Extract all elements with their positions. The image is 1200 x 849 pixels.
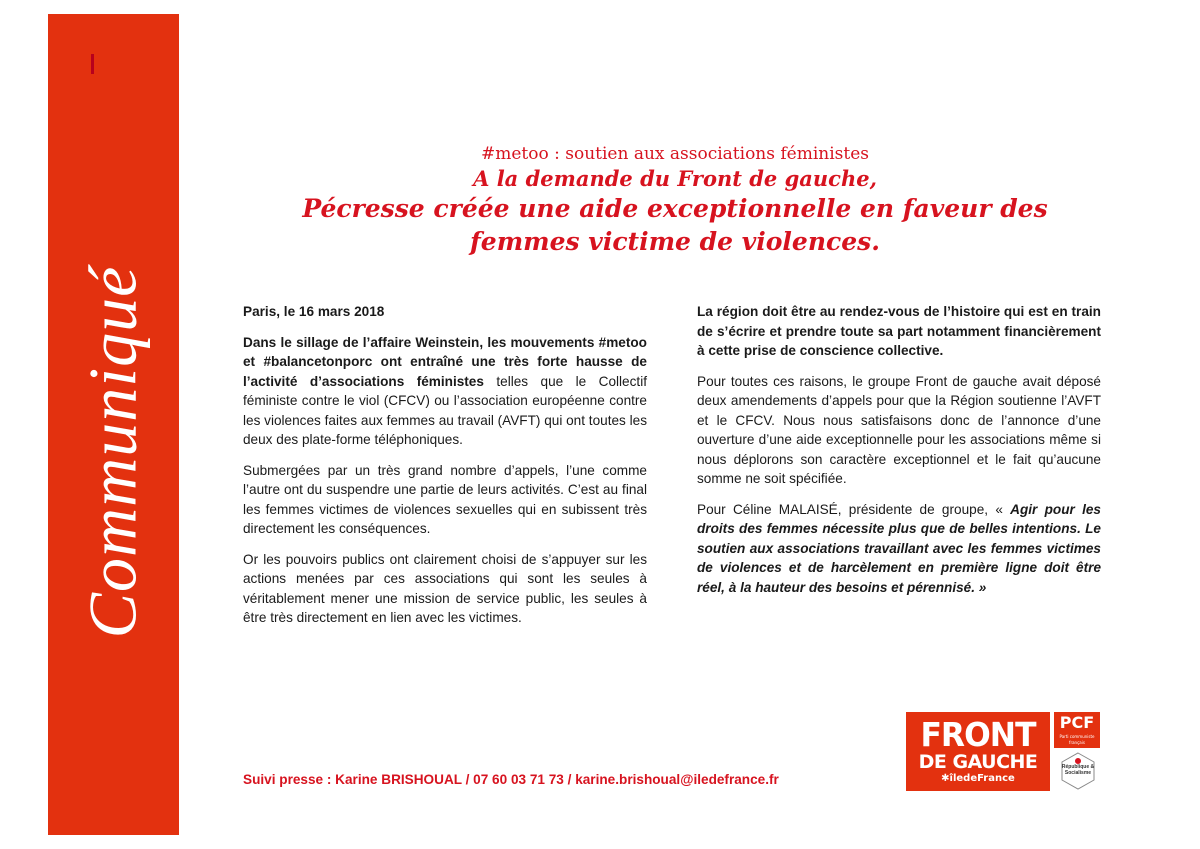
pcf-logo-subtext: Parti communiste français — [1059, 734, 1095, 745]
pcf-logo — [1054, 712, 1100, 748]
republique-socialisme-logo — [1059, 752, 1097, 790]
right-paragraph-1: La région doit être au rendez-vous de l’histoire qui est en train de s’écrire et prendre toute sa part notamment financièrement à cette prise de conscience collective. — [697, 304, 1101, 358]
left-column — [243, 302, 647, 639]
logo-de-gauche-text: DE GAUCHE — [918, 751, 1038, 773]
side-band-tick-mark — [91, 54, 94, 74]
left-paragraph-2: Submergées par un très grand nombre d’appels, l’une comme l’autre ont du suspendre une partie de leurs activités. C’est au final les femmes victimes de violences sexuelles qui en subissent très directement les conséquences. — [243, 462, 647, 536]
left-paragraph-1 — [243, 333, 647, 450]
headline-title-line-1: Pécresse créée une aide exceptionnelle en faveur des — [302, 194, 1048, 223]
rs-logo-text: République & Socialisme — [1061, 764, 1095, 776]
headline-kicker: #metoo : soutien aux associations féministes — [480, 144, 870, 164]
left-paragraph-3: Or les pouvoirs publics ont clairement choisi de s’appuyer sur les actions menées par ces associations qui sont les seules à véritablement mener une mission de service public, les seules à être très directement en lien avec les victimes. — [243, 551, 647, 625]
quote-text: Agir pour les droits des femmes nécessite plus que de belles intentions. Le soutien aux associations travaillant avec les femmes victimes de violences et de harcèlement en première ligne doit être réel, à la hauteur des besoins et pérennisé. » — [697, 501, 1101, 595]
logo-front-text: FRONT — [920, 715, 1036, 754]
communique-side-band — [48, 14, 179, 835]
logo-iledefrance-text: ✱îledeFrance — [941, 773, 1015, 784]
press-contact: Suivi presse : Karine BRISHOUAL / 07 60 03 71 73 / karine.brishoual@iledefrance.fr — [243, 772, 779, 787]
headline-subtitle: A la demande du Front de gauche, — [473, 166, 877, 191]
front-de-gauche-logo — [906, 712, 1050, 791]
right-paragraph-3 — [697, 500, 1101, 598]
headline-block — [240, 143, 1110, 258]
right-column — [697, 302, 1101, 608]
right-paragraph-2: Pour toutes ces raisons, le groupe Front de gauche avait déposé deux amendements d’appels pour que la Région soutienne l’AVFT et le CFCV. Nous nous satisfaisons donc de l’annonce d’une ouverture d’une aide exceptionnelle pour les associations même si nous déplorons son caractère exceptionnel et le fait qu’aucune somme ne soit spécifiée. — [697, 373, 1101, 486]
headline-title-line-2: femmes victime de violences. — [470, 227, 880, 256]
pcf-logo-text: PCF — [1059, 713, 1095, 732]
communique-label: Communiqué — [74, 265, 151, 639]
dateline: Paris, le 16 mars 2018 — [243, 304, 385, 319]
left-paragraph-1-lead: Dans le sillage de l’affaire Weinstein, les mouvements #metoo et #balancetonporc ont entraîné une très forte hausse de l’activité d’associations féministes — [243, 334, 647, 389]
quote-intro: Pour Céline MALAISÉ, présidente de groupe, « — [697, 501, 1011, 517]
left-paragraph-1-rest: telles que le Collectif féministe contre le viol (CFCV) ou l’association européenne contre les violences faites aux femmes au travail (AVFT) qui ont toutes les deux des plate-forme téléphoniques. — [243, 373, 647, 447]
